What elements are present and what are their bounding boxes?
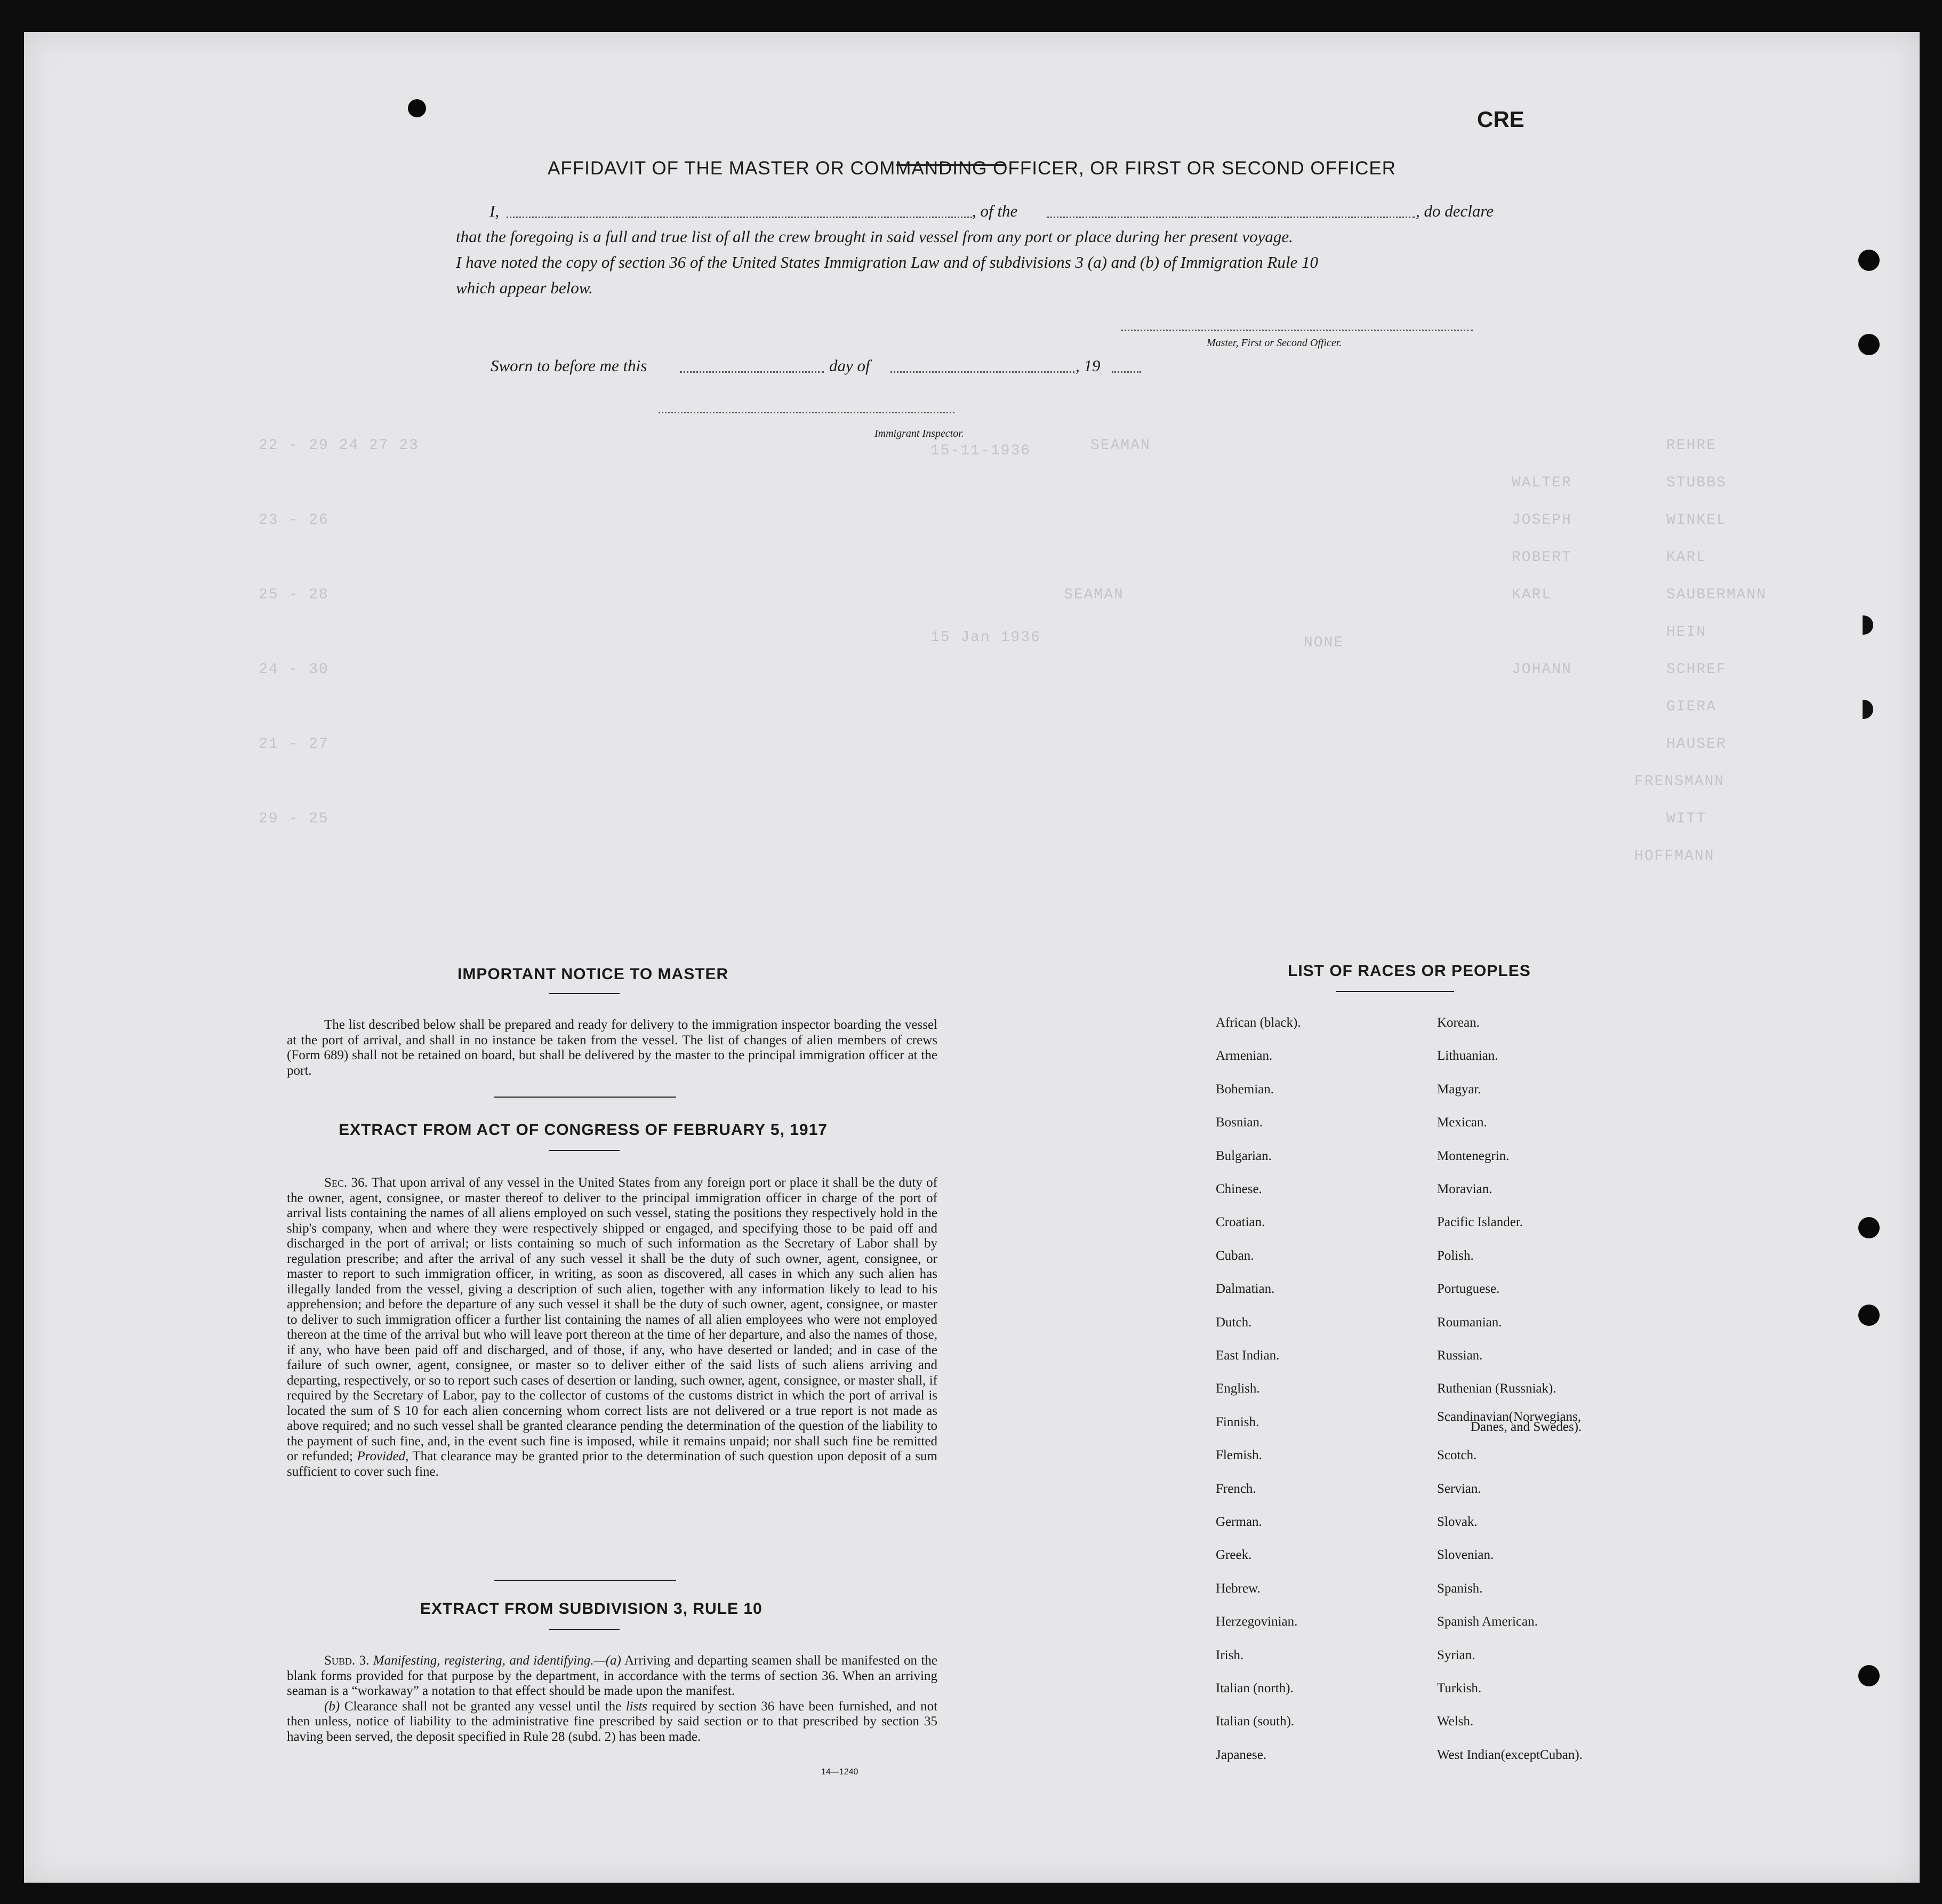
race-item: Syrian. xyxy=(1437,1648,1475,1662)
race-item: Spanish. xyxy=(1437,1581,1483,1596)
race-item: Roumanian. xyxy=(1437,1315,1502,1330)
race-item: African (black). xyxy=(1216,1015,1301,1030)
sworn-year: , 19 xyxy=(1076,356,1101,375)
race-item: Irish. xyxy=(1216,1648,1244,1662)
master-caption: Master, First or Second Officer. xyxy=(1207,337,1342,349)
act-text xyxy=(287,1175,937,1479)
subd-b-text-2: required by section 36 have been furnished, and not then unless, notice of liability to the administrative fine prescribed by said section or to that prescribed by section 35 having been served, the deposit specified in Rule 28 (subd. 2) has been made. xyxy=(287,1699,938,1744)
race-item: Herzegovinian. xyxy=(1216,1614,1298,1629)
affidavit-line-2: that the foregoing is a full and true list of all the crew brought in said vessel from any port or place during her present voyage. xyxy=(456,227,1293,246)
sworn-month-blank xyxy=(890,371,1074,373)
punch-hole xyxy=(408,99,426,117)
document-sheet: REHRE STUBBS WINKEL KARL SAUBERMANN HEIN SCHREF GIERA HAUSER FRENSMANN WITT HOFFMANN WALTER JOSEPH ROBERT KARL JOHANN SEAMAN SEAMAN NONE 15-11-1936 15 Jan 1936 22 - 29 24 27 23 23 - 26 25 - 28 24 - 30 21 - 27 29 - 25 CRE AFFIDAVIT OF THE MASTER OR COMMANDING OFFICER, OR FIRST OR SECOND OFFICER I, , of the , do declare that the foregoing is a full and true list of all the crew brought in said vessel from any port or place during her present voyage. I have noted the copy of section 36 of the United States Immigration Law and of subdivisions 3 (a) and (b) of Immigration Rule 10 which appear below. Master, First or Second Officer. Sworn to before me this day of , 19 Immigrant Inspector. IMPORTANT NOTICE TO MASTER The list described below shall be prepared and ready for delivery to the immigration inspector boarding the vessel at the port of arrival, and shall in no instance be taken from the vessel. The list of changes of alien members of crews (Form 689) shall not be retained on board, but shall be delivered by the master to the principal immigration officer at the port. EXTRACT FROM ACT OF CONGRESS OF FEBRUARY 5, 1917 Sec. 36. That upon arrival of any vessel in the United States from any foreign port or place it shall be the duty of the owner, agent, consignee, or master thereof to deliver to the principal immigration officer in charge of the port of arrival lists containing the names of all aliens employed on such vessel, stating the positions they respectively hold in the ship's company, when and where they were respectively shipped or engaged, and specifying those to be paid off and discharged in the port of arrival; or lists containing so much of such information as the Secretary of Labor shall by regulation prescribe; and after the arrival of any such vessel it shall be the duty of such owner, agent, consignee, or master to report to such immigration officer, in writing, as soon as discovered, all cases in which any such alien has illegally landed from the vessel, giving a description of such alien, together with any information likely to lead to his apprehension; and before the departure of any such vessel it shall be the duty of such owner, agent, consignee, or master to deliver to such immigration officer a further list containing the names of all alien employees who were not employed thereon at the time of the arrival but who will leave port thereon at the time of her departure, and also the names of those, if any, who have been paid off and discharged, and of those, if any, who have deserted or landed; and in case of the failure of such owner, agent, consignee, or master so to deliver either of the said lists of such aliens arriving and departing, respectively, or so to report such cases of desertion or landing, such owner, agent, consignee, or master shall, if required by the Secretary of Labor, pay to the collector of customs of the customs district in which the port of arrival is located the sum of $ 10 for each alien concerning whom correct lists are not delivered or a true report is not made as above required; and no such vessel shall be granted clearance pending the determination of the question of the liability to the payment of such fine, and, in the event such fine is imposed, while it remains unpaid; nor shall such fine be remitted or refunded; Provided, That clearance may be granted prior to the determination of such question upon deposit of a sum sufficient to cover such fine. EXTRACT FROM SUBDIVISION 3, RULE 10 Subd. 3. Manifesting, registering, and identifying.—(a) Arriving and departing seamen shall be manifested on the blank forms provided for that purpose by the department, in accordance with the terms of section 36. When an arriving seaman is a “workaway” a notation to that effect should be made upon the manifest. (b) Clearance shall not be granted any vessel until the lists required by section 36 have been furnished, and not then unless, notice of liability to the administrative fine prescribed by said section or to that prescribed by section 35 having been served, the deposit specified in Rule 28 (subd. 2) has been made. 14—1240 LIST OF RACES OR PEOPLES Danes, and Swedes). African (black). Armenian. Bohemian. Bosnian. Bulgarian. Chinese. Croatian. Cuban. Dalmatian. Dutch. East Indian. English. Finnish. Flemish. French. German. Greek. Hebrew. Herzegovinian. Irish. Italian (north). Italian (south). Japanese. Korean. Lithuanian. Magyar. Mexican. Montenegrin. Moravian. Pacific Islander. Polish. Portuguese. Roumanian. Russian. Ruthenian (Russniak). Scandinavian(Norwegians, Scotch. Servian. Slovak. Slovenian. Spanish. Spanish American. Syrian. Turkish. Welsh. West Indian(exceptCuban). xyxy=(24,32,1920,1883)
notice-text xyxy=(287,1018,937,1078)
rule10-underline xyxy=(549,1629,620,1630)
master-signature-line xyxy=(1121,330,1473,331)
affidavit-line-4: which appear below. xyxy=(456,278,593,297)
inspector-caption: Immigrant Inspector. xyxy=(874,428,964,439)
race-item: West Indian(exceptCuban). xyxy=(1437,1748,1583,1762)
sworn-year-blank xyxy=(1112,371,1141,373)
race-item: Cuban. xyxy=(1216,1249,1254,1263)
notice-heading: IMPORTANT NOTICE TO MASTER xyxy=(458,965,729,983)
race-item: Chinese. xyxy=(1216,1182,1262,1196)
subd-b-label: (b) xyxy=(324,1699,340,1714)
race-item: Magyar. xyxy=(1437,1082,1481,1097)
race-item: German. xyxy=(1216,1515,1262,1529)
race-item: Pacific Islander. xyxy=(1437,1215,1523,1229)
subd-label: Subd. 3. xyxy=(324,1653,370,1668)
race-item: Italian (south). xyxy=(1216,1714,1295,1729)
race-item: Greek. xyxy=(1216,1548,1252,1562)
punch-hole xyxy=(1858,334,1880,355)
sworn-prefix: Sworn to before me this xyxy=(491,356,647,375)
subd-title: Manifesting, registering, and identifying. xyxy=(373,1653,594,1668)
corner-label: CRE xyxy=(1477,107,1524,132)
act-underline xyxy=(549,1150,620,1151)
race-item: Slovak. xyxy=(1437,1515,1478,1529)
race-item: Spanish American. xyxy=(1437,1614,1538,1629)
subd-a-text: Arriving and departing seamen shall be manifested on the blank forms provided for that purpose by the department, in accordance with the terms of section 36. When an arriving seaman is a “workaway” a notation to that effect should be made upon the manifest. xyxy=(287,1653,937,1698)
inspector-signature-line xyxy=(659,412,954,413)
race-item: Japanese. xyxy=(1216,1748,1267,1762)
punch-hole xyxy=(1863,700,1873,719)
race-item: Servian. xyxy=(1437,1482,1481,1496)
race-item: Portuguese. xyxy=(1437,1282,1500,1296)
sec-label: Sec. 36. xyxy=(324,1175,368,1190)
race-item: Montenegrin. xyxy=(1437,1149,1510,1163)
race-item: Bohemian. xyxy=(1216,1082,1274,1097)
punch-hole xyxy=(1858,1305,1880,1326)
section-divider xyxy=(494,1097,676,1098)
race-item: Moravian. xyxy=(1437,1182,1492,1196)
race-item: East Indian. xyxy=(1216,1348,1280,1363)
race-item: Bosnian. xyxy=(1216,1115,1263,1130)
race-item: Russian. xyxy=(1437,1348,1483,1363)
race-item: Scotch. xyxy=(1437,1448,1477,1462)
race-item: Armenian. xyxy=(1216,1049,1273,1063)
race-item: Turkish. xyxy=(1437,1681,1482,1695)
race-item: Scandinavian(Norwegians, xyxy=(1437,1410,1582,1424)
race-item: French. xyxy=(1216,1482,1256,1496)
declare-i: I, xyxy=(489,202,500,220)
act-heading: EXTRACT FROM ACT OF CONGRESS OF FEBRUARY 5, 1917 xyxy=(339,1121,828,1139)
race-item: Flemish. xyxy=(1216,1448,1262,1462)
race-item: English. xyxy=(1216,1381,1260,1396)
form-number: 14—1240 xyxy=(821,1767,858,1777)
provided-label: Provided, xyxy=(357,1449,409,1463)
race-item: Korean. xyxy=(1437,1015,1480,1030)
declare-end: , do declare xyxy=(1416,202,1494,220)
race-item: Ruthenian (Russniak). xyxy=(1437,1381,1556,1396)
punch-hole xyxy=(1858,1665,1880,1686)
race-item: Slovenian. xyxy=(1437,1548,1494,1562)
races-heading: LIST OF RACES OR PEOPLES xyxy=(1288,962,1531,980)
race-item: Dalmatian. xyxy=(1216,1282,1275,1296)
punch-hole xyxy=(1858,1217,1880,1238)
subd-b-text-1: Clearance shall not be granted any vessel until the xyxy=(344,1699,622,1714)
rule10-text xyxy=(287,1653,937,1745)
subd-b-lists: lists xyxy=(625,1699,648,1714)
notice-underline xyxy=(549,993,620,994)
race-item: Polish. xyxy=(1437,1249,1474,1263)
race-item: Welsh. xyxy=(1437,1714,1474,1729)
punch-hole xyxy=(1858,250,1880,271)
punch-hole xyxy=(1863,615,1873,635)
affidavit-title: AFFIDAVIT OF THE MASTER OR COMMANDING OFFICER, OR FIRST OR SECOND OFFICER xyxy=(548,158,1397,179)
affidavit-line-3: I have noted the copy of section 36 of the United States Immigration Law and of subdivisions 3 (a) and (b) of Immigration Rule 10 xyxy=(456,253,1318,271)
subd-a-label: —(a) xyxy=(593,1653,621,1668)
name-blank xyxy=(507,217,972,218)
sworn-day: day of xyxy=(829,356,870,375)
race-item: Italian (north). xyxy=(1216,1681,1294,1695)
rule10-heading: EXTRACT FROM SUBDIVISION 3, RULE 10 xyxy=(420,1600,763,1618)
declare-of: , of the xyxy=(972,202,1018,220)
races-underline xyxy=(1336,991,1454,992)
title-underline xyxy=(896,164,1006,166)
race-item: Lithuanian. xyxy=(1437,1049,1498,1063)
race-item: Finnish. xyxy=(1216,1415,1259,1429)
race-item: Hebrew. xyxy=(1216,1581,1261,1596)
section-divider xyxy=(494,1580,676,1581)
vessel-blank xyxy=(1047,217,1415,218)
race-item: Croatian. xyxy=(1216,1215,1265,1229)
sworn-day-blank xyxy=(680,371,824,373)
act-body: That upon arrival of any vessel in the United States from any foreign port or place it shall be the duty of the owner, agent, consignee, or master thereof to deliver to the principal immigration officer in charge of the port of arrival lists containing the names of all aliens employed on such vessel, stating the positions they respectively hold in the ship's company, when and where they were respectively shipped or engaged, and specifying those to be paid off and discharged in the port of arrival; or lists containing so much of such information as the Secretary of Labor shall by regulation prescribe; and after the arrival of any such vessel it shall be the duty of such owner, agent, consignee, or master to report to such immigration officer, in writing, as soon as discovered, all cases in which any such alien has illegally landed from the vessel, giving a description of such alien, together with any information likely to lead to his apprehension; and before the departure of any such vessel it shall be the duty of such owner, agent, consignee, or master to deliver to such immigration officer a further list containing the names of all alien employees who were not employed thereon at the time of the arrival but who will leave port thereon at the time of her departure, and also the names of those, if any, who have been paid off and discharged, and of those, if any, who have deserted or landed; and in case of the failure of such owner, agent, consignee, or master so to deliver either of the said lists of such aliens arriving and departing, respectively, or so to report such cases of desertion or landing, such owner, agent, consignee, or master shall, if required by the Secretary of Labor, pay to the collector of customs of the customs district in which the port of arrival is located the sum of $ 10 for each alien concerning whom correct lists are not delivered or a true report is not made as above required; and no such vessel shall be granted clearance pending the determination of the question of the liability to the payment of such fine, and, in the event such fine is imposed, while it remains unpaid; nor shall such fine be remitted or refunded; xyxy=(287,1175,937,1463)
provided-text: That clearance may be granted prior to the determination of such question upon deposit of a sum sufficient to cover such fine. xyxy=(287,1449,938,1479)
race-item: Bulgarian. xyxy=(1216,1149,1272,1163)
race-item: Dutch. xyxy=(1216,1315,1252,1330)
notice-paragraph: The list described below shall be prepared and ready for delivery to the immigration inspector boarding the vessel at the port of arrival, and shall in no instance be taken from the vessel. The list of changes of alien members of crews (Form 689) shall not be retained on board, but shall be delivered by the master to the principal immigration officer at the port. xyxy=(287,1018,937,1078)
race-item: Mexican. xyxy=(1437,1115,1487,1130)
race-item: Danes, and Swedes). xyxy=(1471,1420,1582,1434)
